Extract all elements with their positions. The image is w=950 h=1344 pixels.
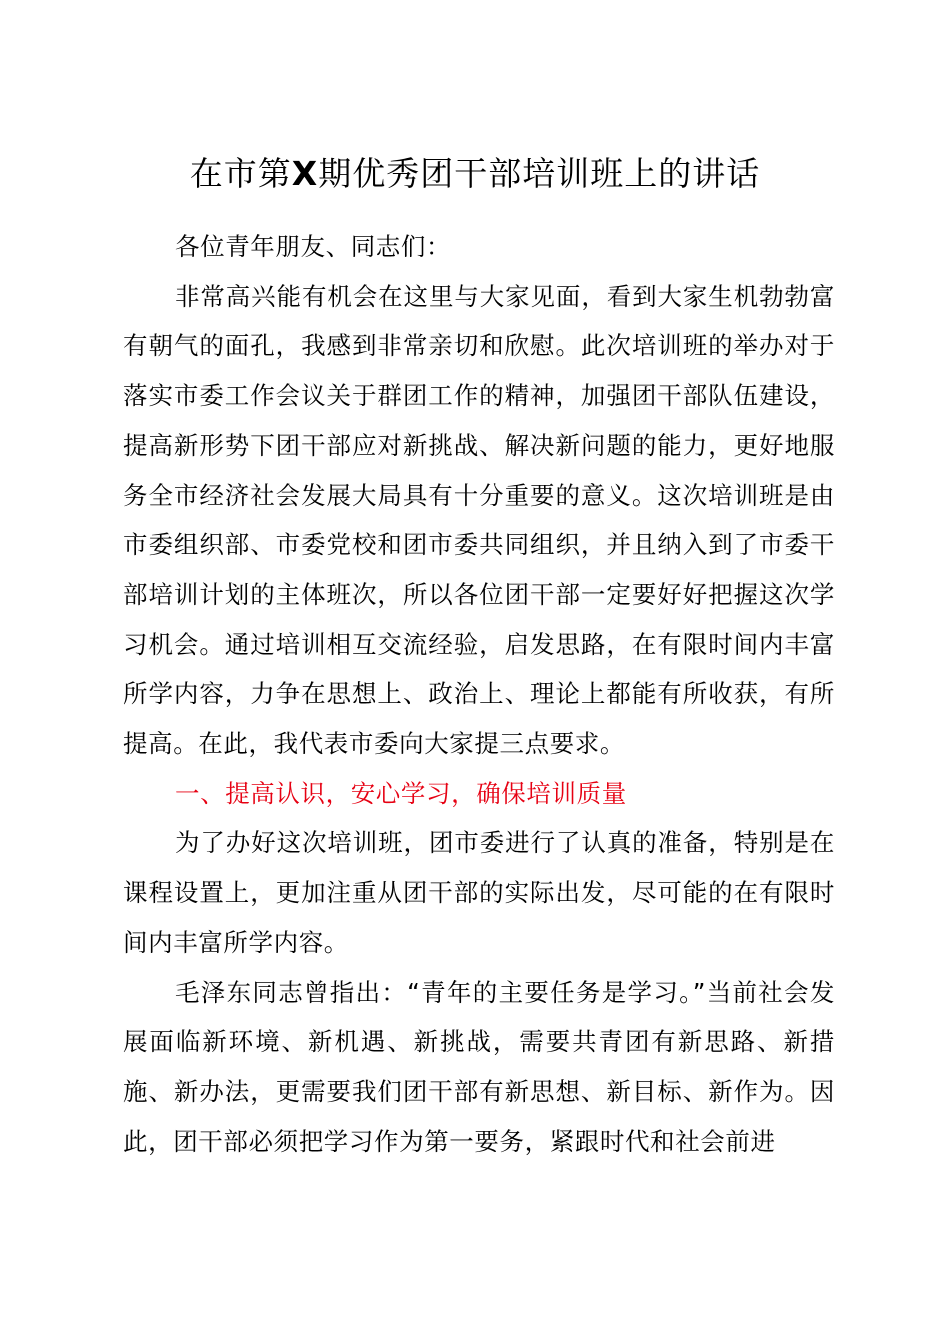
paragraph-quote: 毛泽东同志曾指出：“青年的主要任务是学习。”当前社会发展面临新环境、新机遇、新挑战，需要共青团有新思路、新措施、新办法，更需要我们团干部有新思想、新目标、新作为。因此，团干部必须把学习作为第一要务，紧跟时代和社会前进 (123, 977, 835, 1156)
document-body (123, 222, 835, 1166)
section-heading-1: 一、提高认识，安心学习，确保培训质量 (175, 778, 627, 808)
paragraph-preparation: 为了办好这次培训班，团市委进行了认真的准备，特别是在课程设置上，更加注重从团干部的实际出发，尽可能的在有限时间内丰富所学内容。 (123, 828, 835, 957)
title-suffix: 期优秀团干部培训班上的讲话 (318, 154, 761, 193)
paragraph-intro: 非常高兴能有机会在这里与大家见面，看到大家生机勃勃富有朝气的面孔，我感到非常亲切和欣慰。此次培训班的举办对于落实市委工作会议关于群团工作的精神，加强团干部队伍建设，提高新形势下团干部应对新挑战、解决新问题的能力，更好地服务全市经济社会发展大局具有十分重要的意义。这次培训班是由市委组织部、市委党校和团市委共同组织，并且纳入到了市委干部培训计划的主体班次，所以各位团干部一定要好好把握这次学习机会。通过培训相互交流经验，启发思路，在有限时间内丰富所学内容，力争在思想上、政治上、理论上都能有所收获，有所提高。在此，我代表市委向大家提三点要求。 (123, 281, 835, 759)
title-prefix: 在市第 (189, 154, 292, 193)
document-title (0, 148, 950, 200)
title-issue-number: X (291, 154, 319, 193)
salutation: 各位青年朋友、同志们： (175, 232, 452, 261)
